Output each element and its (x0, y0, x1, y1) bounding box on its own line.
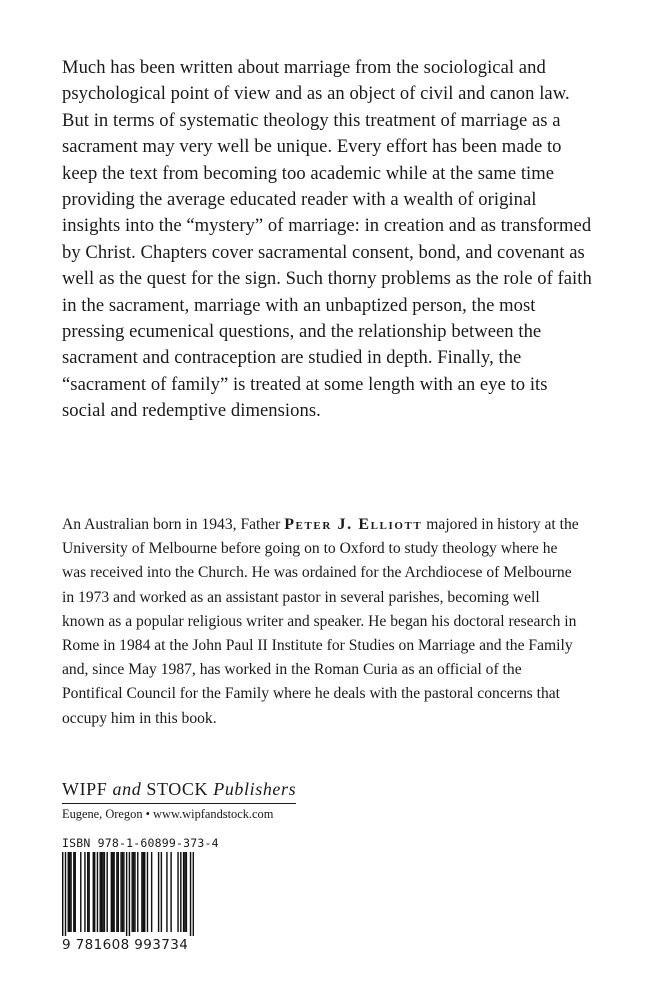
barcode-bar (62, 852, 63, 936)
barcode-bar (88, 852, 89, 932)
barcode-bar (93, 852, 94, 932)
barcode-bar (161, 852, 162, 932)
barcode-bar (166, 852, 167, 932)
ean-digits: 9 781608 993734 (62, 937, 189, 953)
barcode-bar (141, 852, 142, 932)
publisher-name-stock: STOCK (141, 779, 214, 799)
barcode-bar (94, 852, 95, 932)
barcode-bar (144, 852, 145, 932)
barcode-bar (122, 852, 123, 932)
barcode-bar (113, 852, 114, 932)
barcode-bar (116, 852, 117, 932)
barcode-bar (73, 852, 74, 932)
barcode-bar (69, 852, 70, 932)
publisher-name-and: and (112, 779, 142, 799)
barcode-bar (158, 852, 159, 932)
barcode-bar (68, 852, 69, 932)
barcode-bar (147, 852, 148, 932)
barcode-bar (193, 852, 194, 936)
isbn-label: ISBN 978-1-60899-373-4 (62, 836, 219, 850)
barcode-bar (137, 852, 138, 932)
author-bio (62, 513, 582, 731)
barcode-bar (112, 852, 113, 932)
barcode-bar (134, 852, 135, 932)
publisher-address: Eugene, Oregon • www.wipfandstock.com (62, 807, 274, 821)
barcode-bar (183, 852, 184, 932)
bio-body: majored in history at the University of Melbourne before going on to Oxford to study theology where he was received into the Church. He was ordained for the Archdiocese of Melbourne in 1973 and worked as an assistant pastor in several parishes, becoming well known as a popular religious writer and speaker. He began his doctoral research in Rome in 1984 at the John Paul II Institute for Studies on Marriage and the Family and, since May 1987, has worked in the Roman Curia as an official of the Pontifical Council for the Family where he deals with the pastoral concerns that occupy him in this book. (62, 516, 579, 727)
blurb-paragraph: Much has been written about marriage from the sociological and psychological point of view and as an object of civil and canon law. But in terms of systematic theology this treatment of marriage as a sacrament may very well be unique. Every effort has been made to keep the text from becoming too academic while at the same time providing the average educated reader with a wealth of original insights into the “mystery” of marriage: in creation and as transformed by Christ. Chapters cover sacramental consent, bond, and covenant as well as the quest for the sign. Such thorny problems as the role of faith in the sacrament, marriage with an unbaptized person, the most pressing ecumenical questions, and the relationship between the sacrament and contraception are studied in depth. Finally, the “sacrament of family” is treated at some length with an eye to its social and redemptive dimensions. (62, 57, 592, 422)
barcode-bar (84, 852, 85, 932)
barcode-bar (87, 852, 88, 932)
barcode-bar (106, 852, 107, 932)
barcode-bar (180, 852, 181, 932)
barcode-bar (133, 852, 134, 932)
barcode-bar (184, 852, 185, 932)
publisher-name-wipf: WIPF (62, 779, 113, 799)
barcode-bar (100, 852, 101, 932)
publisher-block (62, 778, 362, 823)
barcode-bar (80, 852, 81, 932)
barcode-bar (123, 852, 124, 932)
barcode-bar (151, 852, 152, 932)
barcode-bar (131, 852, 132, 932)
barcode-bar (186, 852, 187, 932)
barcode-bar (65, 852, 66, 936)
barcode-bar (75, 852, 76, 932)
barcode-bar (111, 852, 112, 932)
barcode-bar (120, 852, 121, 932)
barcode-bar (97, 852, 98, 932)
author-name: Peter J. Elliott (284, 516, 423, 533)
barcode-bar (70, 852, 71, 932)
publisher-name-publishers: Publishers (213, 779, 297, 799)
bio-intro: An Australian born in 1943, Father (62, 516, 285, 533)
barcode-bar (118, 852, 119, 932)
barcode-bar (177, 852, 178, 932)
barcode-bar (143, 852, 144, 932)
barcode-bar (126, 852, 127, 936)
barcode (62, 852, 194, 936)
barcode-bar (170, 852, 171, 932)
barcode-bar (101, 852, 102, 932)
barcode-bars (62, 852, 194, 936)
barcode-bar (190, 852, 191, 936)
barcode-bar (102, 852, 103, 932)
barcode-bar (129, 852, 130, 936)
barcode-bar (104, 852, 105, 932)
publisher-name (62, 778, 296, 804)
